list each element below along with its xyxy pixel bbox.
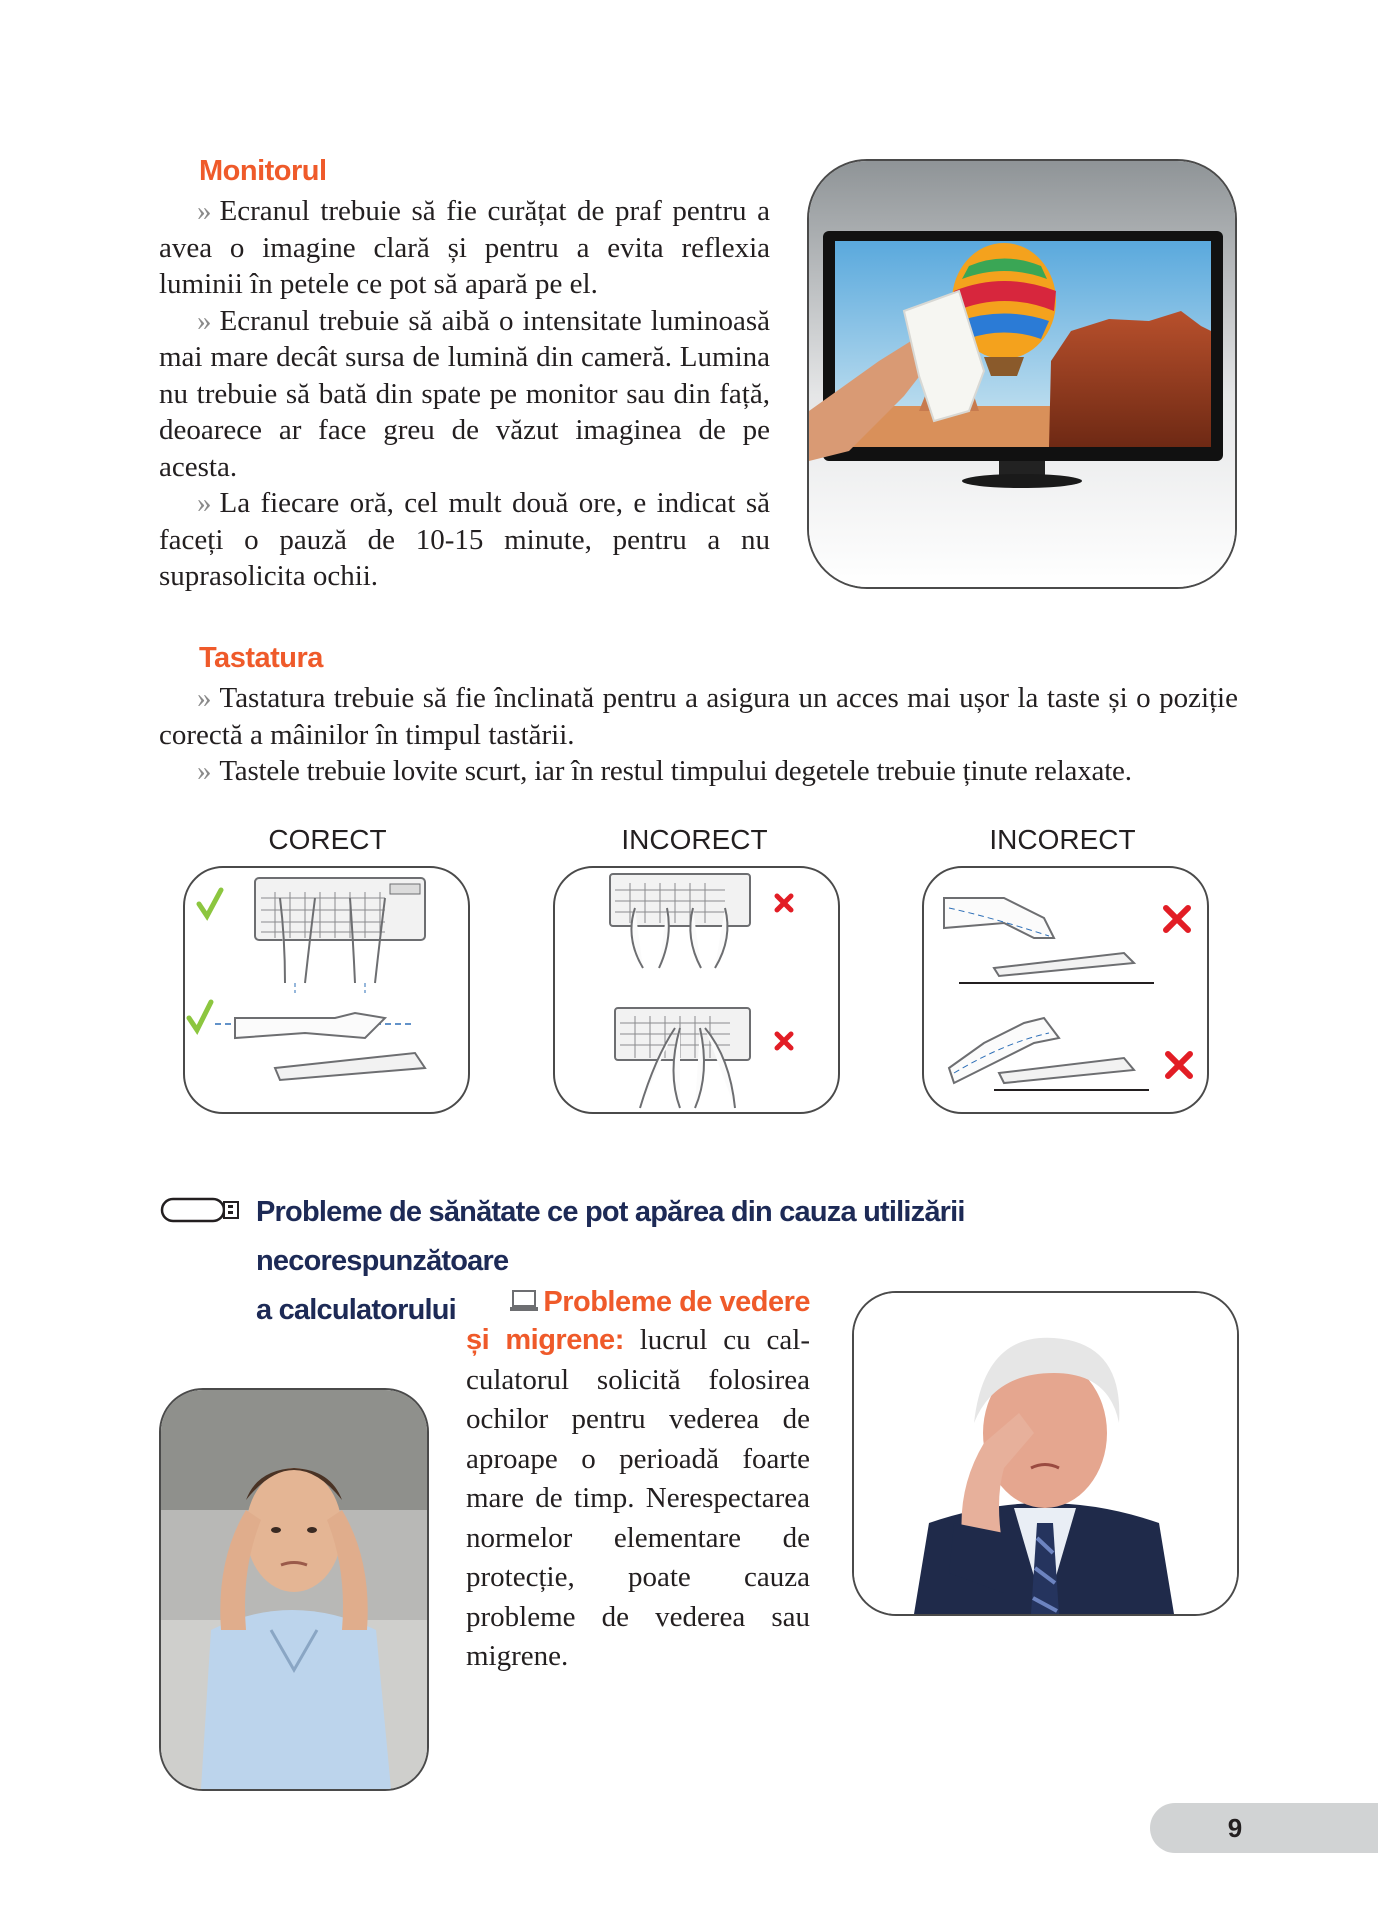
keyboard-heading: Tastatura <box>199 642 323 674</box>
vision-block <box>466 1283 810 1677</box>
typing-posture-incorrect-panel-2 <box>922 866 1209 1114</box>
keyboard-side-view <box>944 898 1154 983</box>
vision-heading-line-1: Probleme de vedere <box>466 1283 810 1321</box>
monitor-paragraph-2: » Ecranul trebuie să aibă o intensitate luminoasă mai mare decât sursa de lumină din cameră. Lumina nu trebuie să bată din spate pe monitor sau din față, deoarece ar face greu de văzut imaginea de pe acesta. <box>159 304 770 483</box>
panel-label-incorrect-1: INCORECT <box>621 824 768 855</box>
keyboard-top-view <box>615 1008 750 1108</box>
usb-stick-icon <box>160 1196 242 1224</box>
cross-icon <box>1166 908 1188 930</box>
keyboard-paragraph-2: » Tastele trebuie lovite scurt, iar în restul timpului degetele trebuie ținute relaxate. <box>197 755 1132 787</box>
stressed-man-photo <box>159 1388 429 1791</box>
older-man-photo <box>852 1291 1239 1616</box>
health-title-line-2: a calculatorului <box>256 1294 456 1326</box>
laptop-icon <box>509 1289 539 1313</box>
page-number: 9 <box>1227 1813 1243 1843</box>
keyboard-top-view <box>610 874 750 968</box>
typing-posture-incorrect-panel-1 <box>553 866 840 1114</box>
vision-heading-line-2: și migrene: <box>466 1324 624 1356</box>
cross-icon <box>1168 1054 1190 1076</box>
keyboard-text <box>159 680 1238 790</box>
check-icon <box>189 1002 211 1030</box>
keyboard-side-view <box>215 1013 425 1080</box>
vision-text: și migrene: lucrul cu calculatorul solicită folosirea ochilor pentru vederea de aproape o perioadă foarte mare de timp. Nerespectarea normelor elementare de protecție, poate cauza probleme de vederea sau migrene. <box>466 1324 811 1672</box>
typing-posture-correct-panel <box>183 866 470 1114</box>
keyboard-side-view <box>949 1018 1149 1090</box>
panel-label-incorrect-2: INCORECT <box>989 824 1136 855</box>
check-icon <box>199 890 221 916</box>
health-title-line-1: Probleme de sănătate ce pot apărea din cauza utilizării necorespunzătoare <box>256 1196 965 1277</box>
monitor-cleaning-photo <box>807 159 1237 589</box>
monitor-paragraph-1: » Ecranul trebuie să fie curățat de praf pentru a avea o imagine clară și pentru a evita reflexia luminii în petele ce pot să apară pe el. <box>159 195 770 300</box>
keyboard-top-view <box>255 878 425 993</box>
cross-icon <box>777 896 791 910</box>
monitor-text <box>159 193 770 595</box>
panel-label-correct: CORECT <box>268 824 387 855</box>
monitor-illustration <box>809 161 1235 587</box>
monitor-heading: Monitorul <box>199 155 327 187</box>
keyboard-paragraph-1: » Tastatura trebuie să fie înclinată pentru a asigura un acces mai ușor la taste și o poziție corectă a mâinilor în timpul tastării. <box>159 682 1238 751</box>
cross-icon <box>777 1034 791 1048</box>
monitor-paragraph-3: » La fiecare oră, cel mult două ore, e indicat să faceți o pauză de 10-15 minute, pentru a nu suprasolicita ochii. <box>159 487 770 592</box>
